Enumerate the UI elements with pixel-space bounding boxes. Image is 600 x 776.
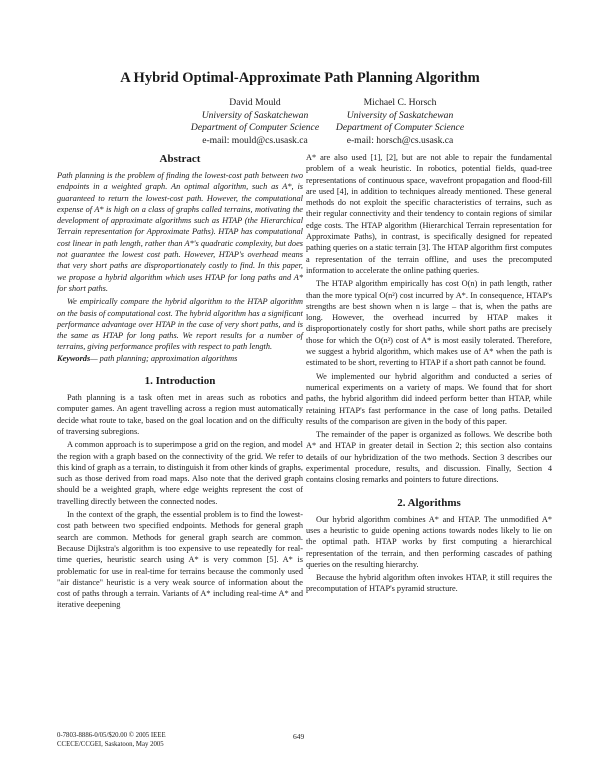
author-affiliation: University of Saskatchewan — [201, 109, 309, 121]
keywords-label: Keywords — [57, 353, 91, 363]
keywords-text: — path planning; approximation algorithms — [90, 353, 238, 363]
body-paragraph: A* are also used [1], [2], but are not able to repair the fundamental problem of a weak heuristic. In robotics, potential fields, quad-tree representations of continuous space, wavefront propagation and flood-fill are used [4], in addition to techniques already mentioned. These general methods do not exploit the specific characteristics of terrains, such as their regular connectivity and their tendency to contain regions of similar edge costs. The HTAP algorithm (Hierarchical Terrain representation for Approximate Paths), in contrast, is specifically designed for repeated pathing queries on a static terrain [3]. The HTAP algorithm first computes a representation of the terrain offline, and uses the precomputed information to accelerate the online pathing queries. — [306, 153, 552, 275]
author-email: e-mail: mould@cs.usask.ca — [202, 134, 308, 146]
body-paragraph: In the context of the graph, the essential problem is to find the lowest-cost path between two specified endpoints. Methods for general graph search are common. Methods for general graph search are common. Because Dijkstra's algorithm is too expensive to use repeatedly for real-time queries, heuristic search using A* is very common [5]. A* is problematic for use in real-time for terrains because the commonly used "air distance" heuristic is a very weak source of information about the cost of paths through a terrain. Variants of A* including real-time A* and iterative deepening — [57, 510, 303, 610]
abstract-heading: Abstract — [159, 153, 201, 165]
copyright-footer — [57, 731, 166, 749]
page-number: 649 — [293, 732, 305, 741]
right-column — [306, 152, 552, 595]
keywords — [57, 353, 303, 364]
author-email: e-mail: horsch@cs.usask.ca — [346, 134, 454, 146]
abstract-paragraph: Path planning is the problem of finding the lowest-cost path between two endpoints in a weighted graph. An optimal algorithm, such as A*, is guaranteed to return the lowest-cost path. However, the computational expense of A* is high on a class of graphs called terrains, motivating the development of approximate algorithms such as HTAP (the Hierarchical Terrain representation for Approximate Paths). HTAP has computational cost linear in path length, rather than A*'s quadratic complexity, but does not guarantee the lowest cost path. However, HTAP's overhead means that very short paths are disproportionately costly to find. In this paper, we propose a hybrid algorithm which uses HTAP for long paths and A* for short paths. — [57, 171, 303, 293]
author-block-2 — [300, 97, 500, 147]
abstract-paragraph: We empirically compare the hybrid algorithm to the HTAP algorithm on the basis of computational cost. The hybrid algorithm has a significant performance advantage over HTAP in the case of very short paths, and is the same as HTAP for long paths. We report results for a number of terrains, giving performance profiles with respect to path length. — [57, 297, 303, 352]
body-paragraph: The HTAP algorithm empirically has cost O(n) in path length, rather than the more typical O(n²) cost incurred by A*. In consequence, HTAP's strengths are best shown when n is large – that is, when the paths are long. However, the overhead incurred by HTAP makes it disproportionately costly for short paths, while short paths are precisely those for which the O(n²) cost of A* is most easily tolerated. Therefore, we suggest a hybrid algorithm, which makes use of A* when the path is estimated to be short, reverting to HTAP if a short path cannot be found. — [306, 279, 552, 368]
author-name: Michael C. Horsch — [363, 97, 437, 108]
body-paragraph: Path planning is a task often met in areas such as robotics and computer games. An agent travelling across a region must automatically decide what route to take, based on the goal location and on the difficulty of traversing subregions. — [57, 393, 303, 436]
author-affiliation: University of Saskatchewan — [346, 109, 454, 121]
body-paragraph: The remainder of the paper is organized as follows. We describe both A* and HTAP in greater detail in Section 2; this section also contains details of our hybridization of the two methods. Section 3 describes our experimental procedure, results, and discussion. Finally, Section 4 contains closing remarks and pointers to future directions. — [306, 430, 552, 485]
author-name: David Mould — [229, 97, 281, 108]
left-column — [57, 152, 303, 611]
body-paragraph: Because the hybrid algorithm often invokes HTAP, it still requires the precomputation of HTAP's pyramid structure. — [306, 573, 552, 594]
section-heading-introduction: 1. Introduction — [144, 375, 216, 388]
paper-title: A Hybrid Optimal-Approximate Path Planning Algorithm — [120, 70, 480, 86]
copyright-line: 0-7803-8886-0/05/$20.00 © 2005 IEEE — [57, 732, 166, 739]
conference-line: CCECE/CCGEI, Saskatoon, May 2005 — [57, 741, 164, 748]
body-paragraph: A common approach is to superimpose a grid on the region, and model the region with a graph based on the connectivity of the grid. We refer to this kind of graph as a terrain, to distinguish it from other kinds of graphs, such as those derived from road maps. Also note that the derived graph should be a weighted graph, where edge weights represent the cost of travelling directly between the connected nodes. — [57, 440, 303, 506]
section-heading-algorithms: 2. Algorithms — [397, 496, 461, 509]
body-paragraph: We implemented our hybrid algorithm and conducted a series of numerical experiments on a variety of maps. We found that for short paths, the hybrid algorithm did indeed perform better than HTAP, while retaining HTAP's fast performance in the case of long paths. Detailed results of the comparison are given in the body of this paper. — [306, 371, 552, 426]
body-paragraph: Our hybrid algorithm combines A* and HTAP. The unmodified A* uses a heuristic to guide opening actions towards nodes likely to lie on the optimal path. HTAP works by first computing a hierarchical representation of the terrain, and then performing cascades of pathing queries on the resulting hierarchy. — [306, 514, 552, 569]
author-department: Department of Computer Science — [335, 122, 465, 133]
author-department: Department of Computer Science — [190, 122, 320, 133]
